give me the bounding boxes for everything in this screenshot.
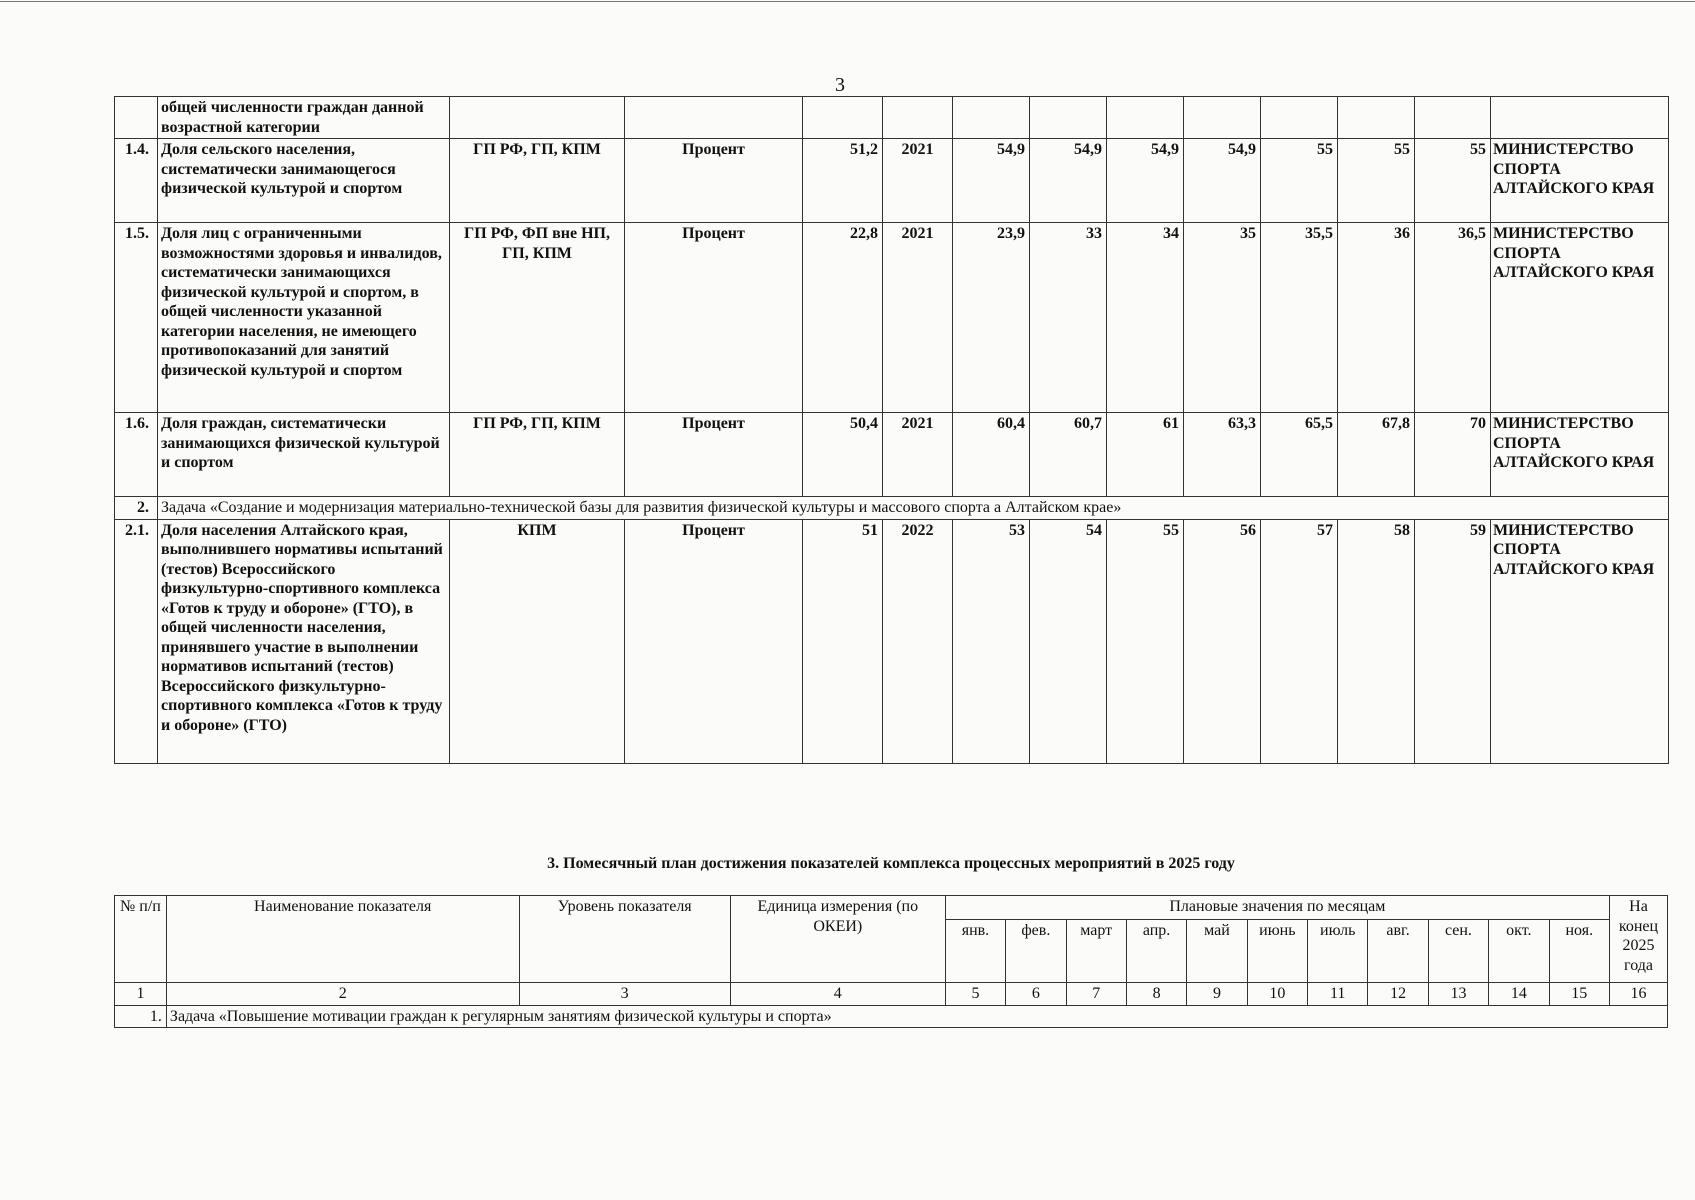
value-2: 54,9	[1030, 139, 1107, 223]
table-row	[115, 223, 1669, 413]
indicator-name: Доля граждан, систематически занимающихся физической культурой и спортом	[158, 413, 450, 497]
row-number: 1.5.	[115, 223, 158, 413]
col-number: 14	[1489, 983, 1549, 1006]
indicator-level: КПМ	[450, 519, 625, 763]
value-6: 67,8	[1338, 413, 1415, 497]
month-header: апр.	[1126, 919, 1186, 982]
header-num: № п/п	[115, 896, 167, 983]
base-year: 2021	[883, 139, 953, 223]
responsible: МИНИСТЕРСТВО СПОРТА АЛТАЙСКОГО КРАЯ	[1491, 223, 1669, 413]
value-7: 59	[1415, 519, 1491, 763]
task-title: Задача «Повышение мотивации граждан к регулярным занятиям физической культуры и спорта»	[166, 1005, 1667, 1028]
value-1: 53	[953, 519, 1030, 763]
table-row	[115, 139, 1669, 223]
col-number: 3	[519, 983, 730, 1006]
responsible: МИНИСТЕРСТВО СПОРТА АЛТАЙСКОГО КРАЯ	[1491, 413, 1669, 497]
task-title: Задача «Создание и модернизация материально-технической базы для развития физической культуры и массового спорта а Алтайском крае»	[158, 497, 1669, 520]
indicator-level: ГП РФ, ФП вне НП, ГП, КПМ	[450, 223, 625, 413]
col-number: 6	[1006, 983, 1066, 1006]
month-header: ноя.	[1549, 919, 1610, 982]
col-number: 16	[1610, 983, 1668, 1006]
section-title: 3. Помесячный план достижения показателей комплекса процессных мероприятий в 2025 году	[547, 855, 1235, 872]
row-number: 2.1.	[115, 519, 158, 763]
base-value: 50,4	[803, 413, 883, 497]
col-number: 12	[1368, 983, 1428, 1006]
indicator-name: Доля лиц с ограниченными возможностями здоровья и инвалидов, систематически занимающихся физической культурой и спортом, в общей численности указанной категории населения, не имеющего противопоказаний для занятий физической культурой и спортом	[158, 223, 450, 413]
responsible: МИНИСТЕРСТВО СПОРТА АЛТАЙСКОГО КРАЯ	[1491, 519, 1669, 763]
table-row	[115, 519, 1669, 763]
value-5: 57	[1261, 519, 1338, 763]
task-row	[115, 497, 1669, 520]
indicator-unit: Процент	[625, 223, 803, 413]
col-number: 1	[115, 983, 167, 1006]
month-header: март	[1066, 919, 1126, 982]
value-6: 36	[1338, 223, 1415, 413]
value-1: 23,9	[953, 223, 1030, 413]
indicator-unit: Процент	[625, 139, 803, 223]
col-number: 2	[166, 983, 519, 1006]
value-3: 54,9	[1107, 139, 1184, 223]
page-number: 3	[835, 74, 845, 96]
base-value: 22,8	[803, 223, 883, 413]
month-header: фев.	[1006, 919, 1066, 982]
value-3: 34	[1107, 223, 1184, 413]
table-row	[115, 97, 1669, 139]
task-row	[115, 1005, 1668, 1028]
value-1: 54,9	[953, 139, 1030, 223]
col-number: 8	[1126, 983, 1186, 1006]
value-4: 35	[1184, 223, 1261, 413]
table-row	[115, 413, 1669, 497]
col-number: 5	[945, 983, 1005, 1006]
header-end: На конец 2025 года	[1610, 896, 1668, 983]
monthly-plan-table	[114, 895, 1668, 1028]
value-7: 70	[1415, 413, 1491, 497]
header-name: Наименование показателя	[166, 896, 519, 983]
value-4: 63,3	[1184, 413, 1261, 497]
row-number: 1.4.	[115, 139, 158, 223]
base-year: 2021	[883, 223, 953, 413]
value-3: 55	[1107, 519, 1184, 763]
top-edge-line	[0, 1, 1695, 2]
value-5: 55	[1261, 139, 1338, 223]
header-unit: Единица измерения (по ОКЕИ)	[730, 896, 945, 983]
value-5: 35,5	[1261, 223, 1338, 413]
header-row	[115, 896, 1668, 920]
value-3: 61	[1107, 413, 1184, 497]
base-year: 2022	[883, 519, 953, 763]
col-number: 7	[1066, 983, 1126, 1006]
col-number: 13	[1428, 983, 1488, 1006]
row-number: 2.	[115, 497, 158, 520]
indicator-name: Доля населения Алтайского края, выполнившего нормативы испытаний (тестов) Всероссийского физкультурно-спортивного комплекса «Готов к труду и обороне» (ГТО), в общей численности населения, принявшего участие в выполнении нормативов испытаний (тестов) Всероссийского физкультурно-спортивного комплекса «Готов к труду и обороне» (ГТО)	[158, 519, 450, 763]
col-number: 9	[1187, 983, 1247, 1006]
value-2: 54	[1030, 519, 1107, 763]
month-header: июнь	[1247, 919, 1307, 982]
month-header: окт.	[1489, 919, 1549, 982]
value-7: 55	[1415, 139, 1491, 223]
value-4: 56	[1184, 519, 1261, 763]
row-number: 1.	[115, 1005, 167, 1028]
column-numbers-row	[115, 983, 1668, 1006]
base-value: 51,2	[803, 139, 883, 223]
col-number: 4	[730, 983, 945, 1006]
value-6: 58	[1338, 519, 1415, 763]
value-4: 54,9	[1184, 139, 1261, 223]
value-2: 33	[1030, 223, 1107, 413]
col-number: 10	[1247, 983, 1307, 1006]
value-2: 60,7	[1030, 413, 1107, 497]
indicator-unit: Процент	[625, 413, 803, 497]
value-5: 65,5	[1261, 413, 1338, 497]
value-6: 55	[1338, 139, 1415, 223]
indicator-level: ГП РФ, ГП, КПМ	[450, 139, 625, 223]
value-7: 36,5	[1415, 223, 1491, 413]
value-1: 60,4	[953, 413, 1030, 497]
month-header: май	[1187, 919, 1247, 982]
col-number: 15	[1549, 983, 1610, 1006]
header-plan: Плановые значения по месяцам	[945, 896, 1609, 920]
row-number: 1.6.	[115, 413, 158, 497]
month-header: июль	[1308, 919, 1368, 982]
indicator-name: Доля сельского населения, систематически занимающегося физической культурой и спортом	[158, 139, 450, 223]
indicator-unit: Процент	[625, 519, 803, 763]
month-header: янв.	[945, 919, 1005, 982]
month-header: авг.	[1368, 919, 1428, 982]
base-value: 51	[803, 519, 883, 763]
indicator-name: общей численности граждан данной возрастной категории	[158, 97, 450, 139]
responsible: МИНИСТЕРСТВО СПОРТА АЛТАЙСКОГО КРАЯ	[1491, 139, 1669, 223]
base-year: 2021	[883, 413, 953, 497]
indicator-level: ГП РФ, ГП, КПМ	[450, 413, 625, 497]
month-header: сен.	[1428, 919, 1488, 982]
col-number: 11	[1308, 983, 1368, 1006]
header-level: Уровень показателя	[519, 896, 730, 983]
indicators-table	[114, 96, 1669, 764]
